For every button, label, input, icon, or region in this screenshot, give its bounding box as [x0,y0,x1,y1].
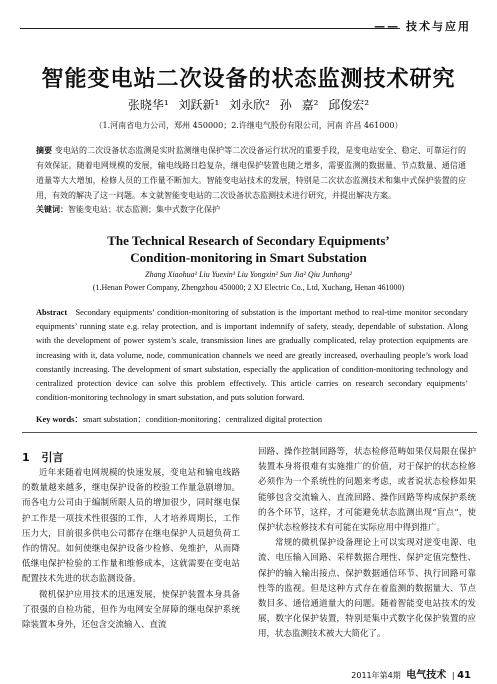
abstract-chinese-label: 摘要 [36,146,53,155]
keywords-chinese [36,204,466,215]
affiliations-chinese: （1.河南省电力公司，郑州 450000；2.许继电气股份有限公司，河南 许昌 461000） [94,121,403,130]
paper-title-english-line-1: The Technical Research of Secondary Equipments’ [107,233,390,248]
keywords-english [36,413,468,425]
body-paragraph: 近年来随着电网规模的快速发展，变电站和输电线路的数量越来越多，继电保护设备的校验工作量急剧增加。而各电力公司由于编制所限人员的增加很少，同时继电保护工作是一项技术性很强的工作，人才培养周期长，工作压力大，目前很多供电公司都存在继电保护人员超负荷工作的情况。如何使继电保护设备少检修、免维护，从而降低继电保护检验的工作量和维修成本，这就需要在变电站配置技术先进的状态监测设备。 [22,468,240,585]
body-paragraph: 微机保护应用技术的迅速发展，使保护装置本身具备了很强的自检功能，但作为电网安全屏障的继电保护系统除装置本身外，还包含交流输入、直流 [22,589,240,631]
footer-issue: 2011年第4期 [351,671,401,680]
affiliations-english: (1.Henan Power Company, Zhengzhou 450000; 2 XJ Electric Co., Ltd, Xuchang, Henan 461000) [92,283,405,292]
journal-section-label: —— 技术与应用 [374,20,471,33]
body-column-left [22,466,240,633]
keywords-chinese-text: 智能变电站；状态监测；集中式数字化保护 [68,205,220,214]
page-number: 41 [457,670,471,681]
page-footer [351,666,471,681]
paper-title-english-line-2: Condition-monitoring in Smart Substation [130,250,367,265]
section-heading-introduction: 1 引言 [22,451,64,464]
authors-chinese: 张晓华¹ 刘跃新¹ 刘永欣² 孙 嘉² 邱俊宏² [127,98,370,112]
abstract-chinese [36,143,466,203]
keywords-english-text: smart substation；condition-monitoring；centralized digital protection [82,415,323,424]
authors-english: Zhang Xiaohua¹ Liu Yuexin¹ Liu Yongxin² Sun Jia² Qiu Junhong² [145,270,352,279]
footer-journal-name: 电气技术 [406,670,447,681]
abstract-english-label: Abstract [36,308,68,317]
section-divider [22,432,477,433]
header-rule [20,28,400,29]
body-paragraph: 回路、操作控制回路等，状态检修范畴如果仅局限在保护装置本身将很难有实施推广的价值，对于保护的状态检修必须作为一个系统性的问题来考虑，或者说状态检修如果能够包含交流输入、直流回路、操作回路等构成保护系统的各个环节，这样，才可能避免状态监测出现“盲点”，使保护状态检修技术有可能在实际应用中得到推广。 [258,447,476,534]
abstract-chinese-text: 变电站的二次设备状态监测是实时监测继电保护等二次设备运行状况的重要手段，是变电站安全、稳定、可靠运行的有效保证。随着电网规模的发展，输电线路日趋复杂，继电保护装置也随之增多，需要监测的数据量、节点数量、通信通道量等大大增加，检修人员的工作量不断加大。智能变电站技术的发展，特别是二次状态监测技术和集中式保护装置的应用，有效的解决了这一问题。本文就智能变电站的二次设备状态监测技术进行研究，并提出解决方案。 [36,146,467,200]
body-column-right [258,445,476,643]
keywords-english-label: Key words： [36,415,83,424]
paper-title-english [0,232,497,266]
paper-title-chinese: 智能变电站二次设备的状态监测技术研究 [41,67,456,92]
body-paragraph: 常规的微机保护设备理论上可以实现对逆变电源、电流、电压输入回路、采样数据合理性、保护定值完整性、保护的输入输出接点、保护数据通信环节、执行回路可靠性等的监视。但是这种方式存在着监测的数据量大、节点数目多、通信通道量大的问题。随着智能变电站技术的发展，数字化保护装置，特别是集中式数字化保护装置的应用，状态监测技术被大大简化了。 [258,538,476,640]
abstract-english-text: Secondary equipments’ condition-monitoring of substation is the important method to real-time monitor secondary equipments’ running state e.g. relay protection, and is important indemnify of safety, steady, dependable of substation. Along with the development of power system’s scale, transmission lines are gradually complicated, relay protection equipments are increasing with it, data volume, node, communication channels we need are greatly increased, overhauling people’s work load constantly increasing. The development of smart substation, especially the application of condition-monitoring technology and centralized protection device can solve this problem effectively. This article carries on research secondary equipments’ condition-monitoring technology in smart substation, and puts solution forward. [36,308,468,403]
footer-separator: | [451,671,455,680]
keywords-chinese-label: 关键词： [36,205,68,214]
abstract-english [36,306,468,405]
